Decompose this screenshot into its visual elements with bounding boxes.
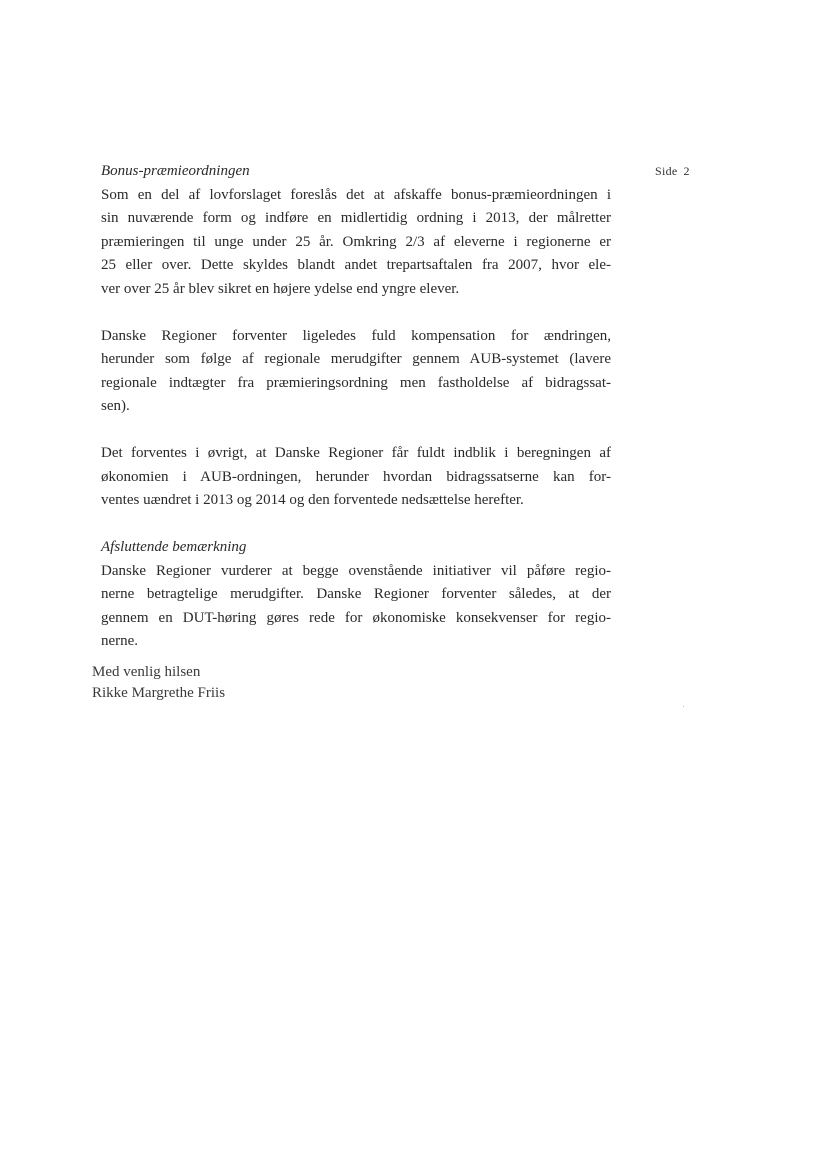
closing-greeting: Med venlig hilsen (92, 664, 201, 680)
paragraph-bonus-proposal (101, 184, 611, 302)
signatory-name: Rikke Margrethe Friis (92, 685, 226, 701)
page-label-text: Side (655, 164, 678, 178)
text-line: ver over 25 år blev sikret en højere ydelse end yngre elever. (101, 280, 460, 297)
text-line: nerne. (101, 633, 139, 649)
signature-block (92, 662, 225, 704)
page-number-label (655, 164, 690, 179)
letter-body (101, 160, 611, 677)
paragraph-compensation (101, 325, 611, 419)
text-line: Som en del af lovforslaget foreslås det at afskaffe bonus-præmieordningen i (101, 186, 611, 203)
text-line: sen). (101, 398, 130, 414)
text-line: sin nuværende form og indføre en midlertidig ordning i 2013, der målretter (101, 210, 611, 226)
page-number: 2 (683, 164, 690, 178)
paragraph-closing-remarks (101, 560, 611, 654)
text-line: økonomien i AUB-ordningen, herunder hvordan bidragssatserne kan for- (101, 468, 611, 485)
stray-mark (683, 706, 684, 707)
text-line: 25 eller over. Dette skyldes blandt andet trepartsaftalen fra 2007, hvor ele- (101, 257, 611, 273)
text-line: Danske Regioner forventer ligeledes fuld kompensation for ændringen, (101, 327, 611, 344)
text-line: regionale indtægter fra præmieringsordning men fastholdelse af bidragssat- (101, 374, 611, 391)
paragraph-aub-insight (101, 442, 611, 513)
text-line: Det forventes i øvrigt, at Danske Regioner får fuldt indblik i beregningen af (101, 445, 611, 461)
text-line: ventes uændret i 2013 og 2014 og den forventede nedsættelse herefter. (101, 492, 524, 508)
text-line: præmieringen til unge under 25 år. Omkring 2/3 af eleverne i regionerne er (101, 233, 611, 250)
section-heading-bonus: Bonus-præmieordningen (101, 163, 250, 179)
text-line: herunder som følge af regionale merudgifter gennem AUB-systemet (lavere (101, 351, 611, 367)
text-line: Danske Regioner vurderer at begge ovenstående initiativer vil påføre regio- (101, 562, 611, 579)
text-line: nerne betragtelige merudgifter. Danske Regioner forventer således, at der (101, 586, 611, 602)
section-heading-closing-remarks: Afsluttende bemærkning (101, 539, 247, 555)
text-line: gennem en DUT-høring gøres rede for økonomiske konsekvenser for regio- (101, 609, 611, 626)
